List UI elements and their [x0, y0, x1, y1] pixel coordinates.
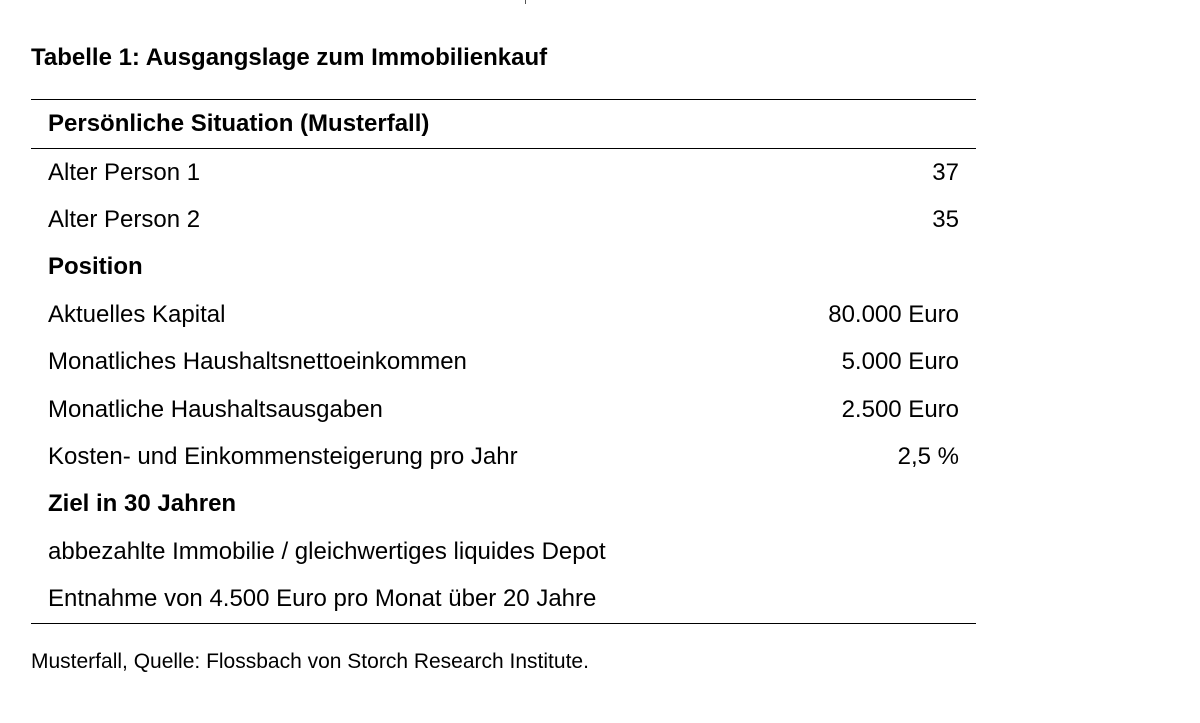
- section-heading-position: [31, 244, 976, 291]
- table-bottom-rule: [31, 623, 976, 624]
- row-value: 2,5 %: [897, 443, 959, 471]
- row-label: abbezahlte Immobilie / gleichwertiges liquides Depot: [48, 537, 606, 565]
- row-value: 35: [932, 206, 959, 234]
- section-heading-goal: [31, 481, 976, 528]
- source-note: Musterfall, Quelle: Flossbach von Storch Research Institute.: [31, 650, 589, 673]
- row-value: 5.000 Euro: [841, 348, 959, 376]
- table-row: [31, 339, 976, 386]
- table-row: [31, 576, 976, 623]
- row-label: Kosten- und Einkommensteigerung pro Jahr: [48, 443, 518, 471]
- table-caption: Tabelle 1: Ausgangslage zum Immobilienkauf: [31, 44, 548, 71]
- row-label: Aktuelles Kapital: [48, 300, 226, 328]
- situation-table: [31, 99, 976, 624]
- section-label: Ziel in 30 Jahren: [48, 490, 237, 518]
- row-value: 2.500 Euro: [841, 395, 959, 423]
- row-label: Alter Person 1: [48, 158, 201, 186]
- page-edge-mark: [525, 0, 526, 4]
- row-label: Alter Person 2: [48, 206, 201, 234]
- table-row: [31, 433, 976, 480]
- row-label: Monatliches Haushaltsnettoeinkommen: [48, 348, 467, 376]
- table-header-row: [31, 100, 976, 148]
- table-row: [31, 386, 976, 433]
- table-row: [31, 528, 976, 575]
- row-label: Entnahme von 4.500 Euro pro Monat über 20 Jahre: [48, 585, 597, 613]
- row-label: Monatliche Haushaltsausgaben: [48, 395, 383, 423]
- row-value: 80.000 Euro: [828, 300, 959, 328]
- table-row: [31, 291, 976, 338]
- table-row: [31, 196, 976, 243]
- section-label: Position: [48, 253, 143, 281]
- row-value: 37: [932, 158, 959, 186]
- table-row: [31, 149, 976, 196]
- table-header-label: Persönliche Situation (Musterfall): [48, 110, 430, 137]
